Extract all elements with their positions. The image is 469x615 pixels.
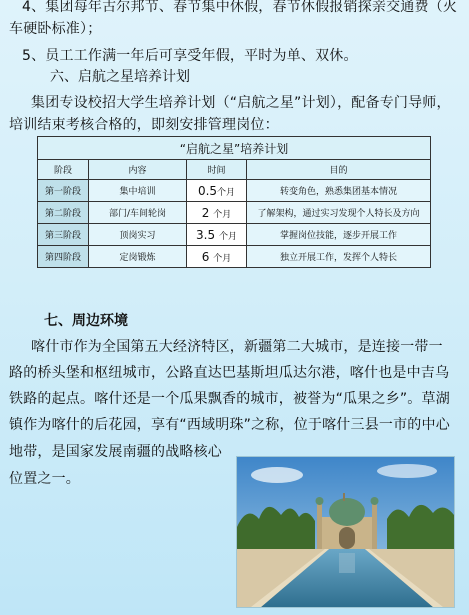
paragraph-holiday-line1: 4、集团每年古尔邦节、春节集中休假，春节休假报销探亲交通费（火 bbox=[22, 0, 458, 15]
mosque-reflecting-pool-photo bbox=[236, 456, 455, 608]
environment-line3: 铁路的起点。喀什还是一个瓜果飘香的城市，被誉为“瓜果之乡”。草湖 bbox=[9, 391, 450, 407]
section-7-heading: 七、周边环境 bbox=[44, 313, 128, 329]
content-cell: 部门/车间轮岗 bbox=[89, 202, 187, 224]
environment-line6: 位置之一。 bbox=[9, 471, 80, 487]
table-row bbox=[38, 246, 431, 268]
stage-cell: 第四阶段 bbox=[38, 246, 89, 268]
time-cell bbox=[187, 202, 247, 224]
environment-line5: 地带，是国家发展南疆的战略核心 bbox=[9, 444, 222, 460]
time-unit: 个月 bbox=[218, 231, 237, 242]
table-title: “启航之星”培养计划 bbox=[38, 137, 431, 160]
time-cell bbox=[187, 224, 247, 246]
section-6-heading: 六、启航之星培养计划 bbox=[50, 69, 190, 85]
header-time: 时间 bbox=[187, 160, 247, 180]
goal-cell: 掌握岗位技能，逐步开展工作 bbox=[247, 224, 431, 246]
header-content: 内容 bbox=[89, 160, 187, 180]
training-plan-table bbox=[37, 136, 431, 268]
paragraph-plan-line1: 集团专设校招大学生培养计划（“启航之星”计划），配备专门导师， bbox=[31, 95, 451, 111]
content-cell: 集中培训 bbox=[89, 180, 187, 202]
header-goal: 目的 bbox=[247, 160, 431, 180]
content-cell: 定岗锻炼 bbox=[89, 246, 187, 268]
content-cell: 顶岗实习 bbox=[89, 224, 187, 246]
environment-line4: 镇作为喀什的后花园，享有“西域明珠”之称，位于喀什三县一市的中心 bbox=[9, 417, 450, 433]
table-row bbox=[38, 202, 431, 224]
paragraph-annual-leave: 5、员工工作满一年后可享受年假，平时为单、双休。 bbox=[22, 48, 358, 64]
stage-cell: 第三阶段 bbox=[38, 224, 89, 246]
goal-cell: 了解架构，通过实习发现个人特长及方向 bbox=[247, 202, 431, 224]
time-value: 0.5 bbox=[197, 183, 218, 198]
table-header-row bbox=[38, 160, 431, 180]
paragraph-holiday-line2: 车硬卧标准）； bbox=[9, 21, 102, 37]
time-value: 3.5 bbox=[196, 227, 216, 242]
time-value: 2 bbox=[201, 205, 210, 220]
environment-line1: 喀什市作为全国第五大经济特区，新疆第二大城市，是连接一带一 bbox=[31, 339, 443, 355]
time-unit: 个月 bbox=[213, 253, 232, 264]
stage-cell: 第一阶段 bbox=[38, 180, 89, 202]
stage-cell: 第二阶段 bbox=[38, 202, 89, 224]
time-cell bbox=[187, 180, 247, 202]
table-row bbox=[38, 180, 431, 202]
goal-cell: 独立开展工作，发挥个人特长 bbox=[247, 246, 431, 268]
time-unit: 个月 bbox=[213, 209, 232, 220]
goal-cell: 转变角色，熟悉集团基本情况 bbox=[247, 180, 431, 202]
environment-line2: 路的桥头堡和枢纽城市，公路直达巴基斯坦瓜达尔港，喀什也是中吉乌 bbox=[9, 365, 450, 381]
paragraph-plan-line2: 培训结束考核合格的，即刻安排管理岗位： bbox=[9, 117, 279, 133]
table-row bbox=[38, 224, 431, 246]
time-value: 6 bbox=[201, 249, 210, 264]
time-cell bbox=[187, 246, 247, 268]
time-unit: 个月 bbox=[217, 187, 236, 198]
header-stage: 阶段 bbox=[38, 160, 89, 180]
